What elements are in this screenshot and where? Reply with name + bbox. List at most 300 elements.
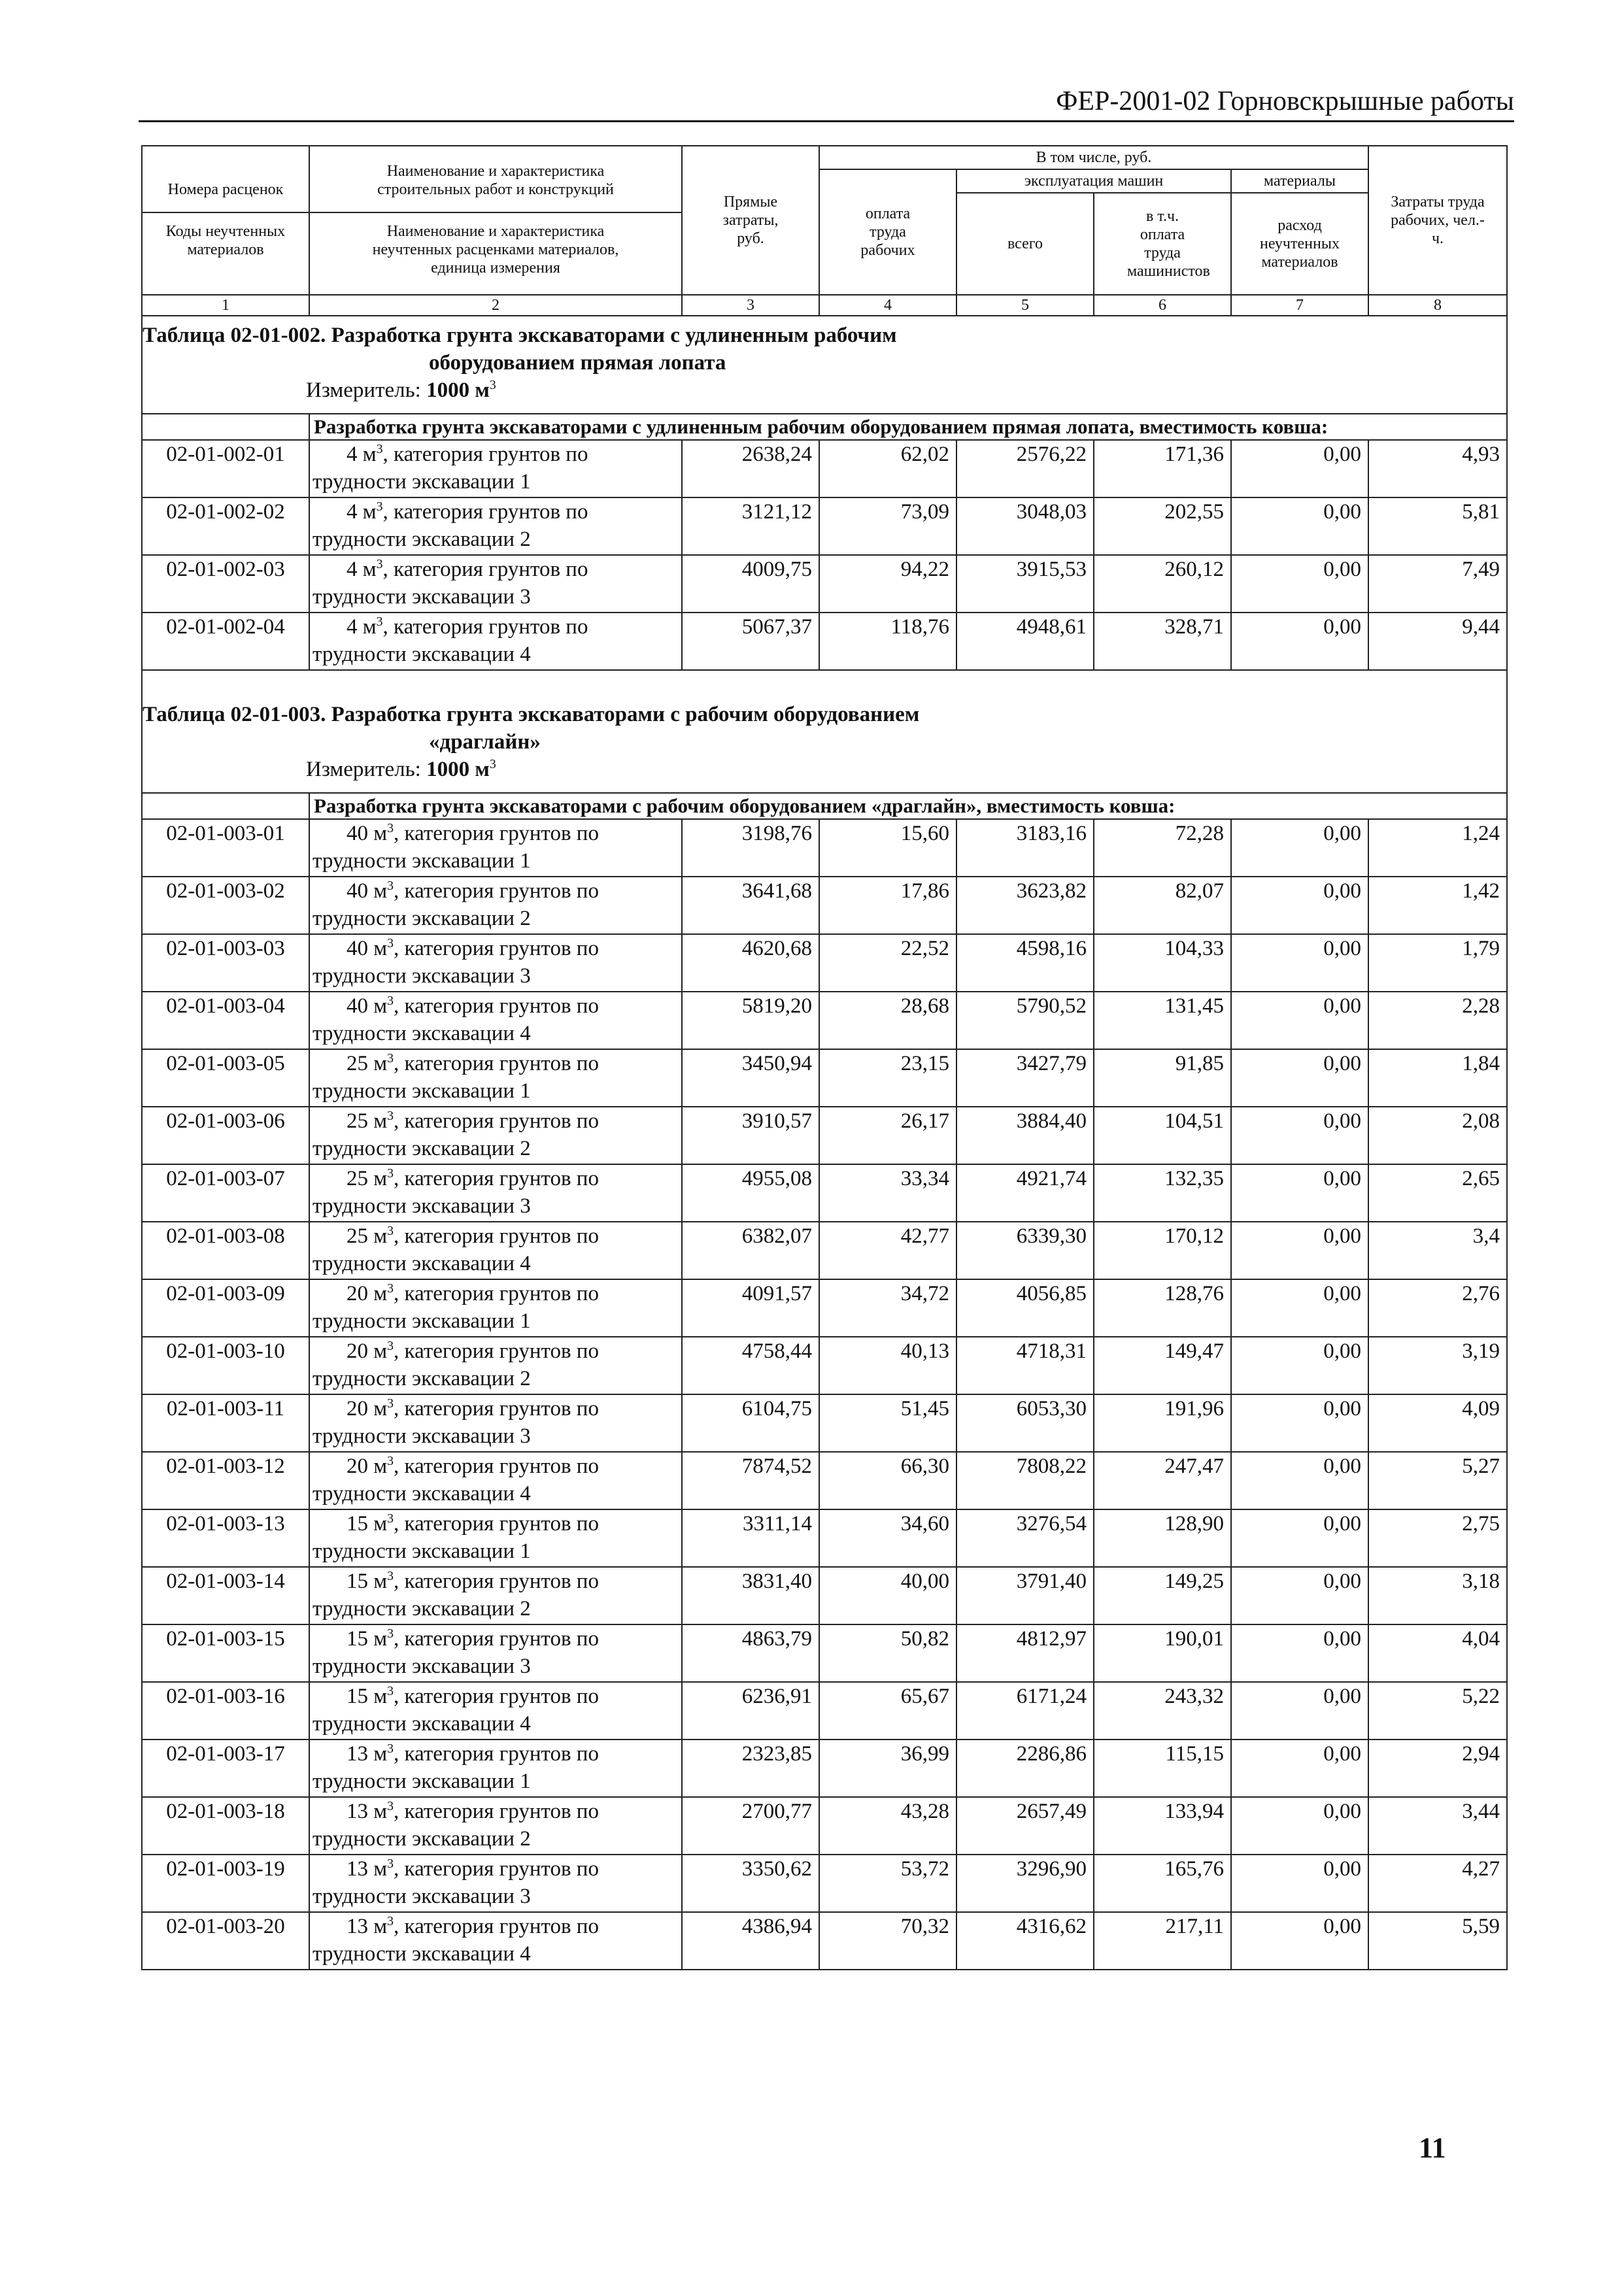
volume-sup: 3: [387, 1281, 394, 1296]
rate-code: 02-01-003-11: [142, 1394, 309, 1452]
name-line2: трудности экскавации 3: [313, 1885, 531, 1908]
worker-wages: 53,72: [819, 1855, 956, 1912]
worker-wages: 36,99: [819, 1740, 956, 1797]
rate-code: 02-01-003-15: [142, 1624, 309, 1682]
volume-sup: 3: [387, 994, 394, 1008]
meter-value: 1000 м: [426, 758, 490, 781]
worker-wages: 65,67: [819, 1682, 956, 1740]
worker-wages: 34,72: [819, 1279, 956, 1337]
machinist-wages: 133,94: [1094, 1797, 1231, 1855]
name-rest: , категория грунтов по: [394, 1282, 599, 1305]
worker-wages: 26,17: [819, 1107, 956, 1164]
name-rest: , категория грунтов по: [382, 615, 588, 639]
col-number: 4: [819, 295, 956, 316]
worker-wages: 28,68: [819, 992, 956, 1049]
materials-cost: 0,00: [1231, 1164, 1368, 1222]
machines-total: 4316,62: [956, 1912, 1094, 1970]
machines-total: 5790,52: [956, 992, 1094, 1049]
direct-costs: 6236,91: [682, 1682, 819, 1740]
name-line2: трудности экскавации 1: [313, 849, 531, 873]
name-rest: , категория грунтов по: [394, 994, 599, 1018]
materials-cost: 0,00: [1231, 934, 1368, 992]
materials-cost: 0,00: [1231, 992, 1368, 1049]
machines-total: 6171,24: [956, 1682, 1094, 1740]
table-row: [142, 992, 1507, 1049]
name-rest: , категория грунтов по: [394, 879, 599, 903]
volume-sup: 3: [387, 1166, 394, 1181]
rate-code: 02-01-003-20: [142, 1912, 309, 1970]
worker-wages: 40,13: [819, 1337, 956, 1394]
volume-sup: 3: [387, 1684, 394, 1698]
labor-hours: 5,22: [1368, 1682, 1507, 1740]
machines-total: 2657,49: [956, 1797, 1094, 1855]
direct-costs: 4863,79: [682, 1624, 819, 1682]
materials-cost: 0,00: [1231, 1107, 1368, 1164]
volume-sup: 3: [387, 1051, 394, 1066]
running-header: ФЕР-2001-02 Горновскрышные работы: [139, 82, 1514, 122]
rate-name: [309, 1624, 682, 1682]
machinist-wages: 171,36: [1094, 440, 1231, 497]
materials-cost: 0,00: [1231, 1509, 1368, 1567]
name-line2: трудности экскавации 4: [313, 1482, 531, 1505]
machines-total: 2576,22: [956, 440, 1094, 497]
machines-total: 3791,40: [956, 1567, 1094, 1624]
volume-sup: 3: [376, 442, 383, 456]
bucket-volume: 40 м: [347, 879, 388, 903]
volume-sup: 3: [387, 1224, 394, 1238]
table-header: [142, 146, 1507, 316]
name-rest: , категория грунтов по: [382, 443, 588, 466]
machines-total: 4948,61: [956, 613, 1094, 670]
col-number: 7: [1231, 295, 1368, 316]
rate-code: 02-01-003-01: [142, 819, 309, 877]
machinist-wages: 131,45: [1094, 992, 1231, 1049]
volume-sup: 3: [376, 499, 383, 514]
volume-sup: 3: [387, 1339, 394, 1353]
materials-cost: 0,00: [1231, 1912, 1368, 1970]
col-number: 3: [682, 295, 819, 316]
machinist-wages: 104,51: [1094, 1107, 1231, 1164]
rate-name: [309, 1394, 682, 1452]
table-row: [142, 555, 1507, 613]
rate-code: 02-01-003-06: [142, 1107, 309, 1164]
table-title-line1: Таблица 02-01-002. Разработка грунта экскаваторами с удлиненным рабочим: [143, 324, 897, 347]
machines-total: 7808,22: [956, 1452, 1094, 1509]
rate-code: 02-01-002-04: [142, 613, 309, 670]
labor-hours: 2,28: [1368, 992, 1507, 1049]
meter-sup: 3: [489, 378, 496, 392]
machines-total: 3183,16: [956, 819, 1094, 877]
name-rest: , категория грунтов по: [394, 1512, 599, 1536]
rate-name: [309, 440, 682, 497]
rates-table: [141, 145, 1508, 1970]
table-row: [142, 877, 1507, 934]
worker-wages: 43,28: [819, 1797, 956, 1855]
name-line2: трудности экскавации 4: [313, 643, 531, 666]
direct-costs: 2638,24: [682, 440, 819, 497]
header-material-codes: Коды неучтенных материалов: [165, 223, 286, 258]
header-materials: материалы: [1231, 169, 1368, 193]
table-row: [142, 934, 1507, 992]
rate-name: [309, 1740, 682, 1797]
machinist-wages: 128,90: [1094, 1509, 1231, 1567]
worker-wages: 34,60: [819, 1509, 956, 1567]
labor-hours: 2,76: [1368, 1279, 1507, 1337]
machinist-wages: 104,33: [1094, 934, 1231, 992]
name-line2: трудности экскавации 4: [313, 1712, 531, 1736]
machines-total: 4056,85: [956, 1279, 1094, 1337]
direct-costs: 3198,76: [682, 819, 819, 877]
table-title-line2: «драглайн»: [429, 730, 541, 754]
direct-costs: 3831,40: [682, 1567, 819, 1624]
labor-hours: 9,44: [1368, 613, 1507, 670]
name-line2: трудности экскавации 4: [313, 1942, 531, 1966]
labor-hours: 1,79: [1368, 934, 1507, 992]
worker-wages: 33,34: [819, 1164, 956, 1222]
table-row: [142, 1912, 1507, 1970]
meter-label: Измеритель:: [306, 378, 427, 402]
name-rest: , категория грунтов по: [394, 1800, 599, 1823]
volume-sup: 3: [387, 879, 394, 893]
name-line2: трудности экскавации 2: [313, 528, 531, 551]
machinist-wages: 115,15: [1094, 1740, 1231, 1797]
machines-total: 4812,97: [956, 1624, 1094, 1682]
bucket-volume: 40 м: [347, 822, 388, 845]
table-row: [142, 1624, 1507, 1682]
volume-sup: 3: [387, 1914, 394, 1928]
meter-value: 1000 м: [426, 378, 490, 402]
worker-wages: 15,60: [819, 819, 956, 877]
table-row: [142, 1740, 1507, 1797]
rate-code: 02-01-003-02: [142, 877, 309, 934]
direct-costs: 2700,77: [682, 1797, 819, 1855]
machines-total: 4598,16: [956, 934, 1094, 992]
materials-cost: 0,00: [1231, 1452, 1368, 1509]
col-number: 2: [309, 295, 682, 316]
name-rest: , категория грунтов по: [394, 1570, 599, 1593]
labor-hours: 5,27: [1368, 1452, 1507, 1509]
name-line2: трудности экскавации 1: [313, 1079, 531, 1103]
header-codes-cell: [142, 146, 309, 295]
machinist-wages: 82,07: [1094, 877, 1231, 934]
name-line2: трудности экскавации 4: [313, 1252, 531, 1275]
machinist-wages: 170,12: [1094, 1222, 1231, 1279]
name-rest: , категория грунтов по: [394, 1167, 599, 1190]
labor-hours: 5,59: [1368, 1912, 1507, 1970]
materials-cost: 0,00: [1231, 1279, 1368, 1337]
machines-total: 6053,30: [956, 1394, 1094, 1452]
table-row: [142, 613, 1507, 670]
rate-name: [309, 1855, 682, 1912]
bucket-volume: 15 м: [347, 1512, 388, 1536]
labor-hours: 4,09: [1368, 1394, 1507, 1452]
header-wages: оплата труда рабочих: [819, 169, 956, 295]
machinist-wages: 91,85: [1094, 1049, 1231, 1107]
column-numbers-row: [142, 295, 1507, 316]
rate-code: 02-01-002-01: [142, 440, 309, 497]
volume-sup: 3: [387, 1741, 394, 1756]
labor-hours: 1,84: [1368, 1049, 1507, 1107]
machines-total: 3884,40: [956, 1107, 1094, 1164]
rate-name: [309, 877, 682, 934]
rate-code: 02-01-002-03: [142, 555, 309, 613]
bucket-volume: 25 м: [347, 1167, 388, 1190]
col-number: 1: [142, 295, 309, 316]
labor-hours: 5,81: [1368, 497, 1507, 555]
rate-name: [309, 613, 682, 670]
direct-costs: 3121,12: [682, 497, 819, 555]
direct-costs: 3350,62: [682, 1855, 819, 1912]
bucket-volume: 20 м: [347, 1282, 388, 1305]
col-number: 6: [1094, 295, 1231, 316]
col-number: 5: [956, 295, 1094, 316]
name-line2: трудности экскавации 3: [313, 1194, 531, 1218]
name-rest: , категория грунтов по: [394, 1454, 599, 1478]
machines-total: 3427,79: [956, 1049, 1094, 1107]
direct-costs: 3910,57: [682, 1107, 819, 1164]
meter-row: [142, 756, 1507, 793]
rate-name: [309, 1509, 682, 1567]
name-line2: трудности экскавации 1: [313, 470, 531, 494]
machines-total: 3276,54: [956, 1509, 1094, 1567]
direct-costs: 4386,94: [682, 1912, 819, 1970]
worker-wages: 23,15: [819, 1049, 956, 1107]
rate-code: 02-01-003-07: [142, 1164, 309, 1222]
direct-costs: 2323,85: [682, 1740, 819, 1797]
worker-wages: 70,32: [819, 1912, 956, 1970]
name-rest: , категория грунтов по: [394, 1627, 599, 1651]
table-row: [142, 1049, 1507, 1107]
machinist-wages: 260,12: [1094, 555, 1231, 613]
rate-code: 02-01-003-09: [142, 1279, 309, 1337]
machinist-wages: 243,32: [1094, 1682, 1231, 1740]
machinist-wages: 128,76: [1094, 1279, 1231, 1337]
labor-hours: 4,04: [1368, 1624, 1507, 1682]
rate-name: [309, 819, 682, 877]
machinist-wages: 149,47: [1094, 1337, 1231, 1394]
name-line2: трудности экскавации 1: [313, 1309, 531, 1333]
labor-hours: 4,93: [1368, 440, 1507, 497]
materials-cost: 0,00: [1231, 1049, 1368, 1107]
worker-wages: 22,52: [819, 934, 956, 992]
direct-costs: 4955,08: [682, 1164, 819, 1222]
rate-code: 02-01-003-13: [142, 1509, 309, 1567]
rate-name: [309, 1567, 682, 1624]
volume-sup: 3: [387, 1799, 394, 1813]
bucket-volume: 25 м: [347, 1109, 388, 1133]
materials-cost: 0,00: [1231, 1797, 1368, 1855]
bucket-volume: 15 м: [347, 1685, 388, 1708]
materials-cost: 0,00: [1231, 440, 1368, 497]
bucket-volume: 13 м: [347, 1915, 388, 1938]
materials-cost: 0,00: [1231, 877, 1368, 934]
labor-hours: 2,08: [1368, 1107, 1507, 1164]
header-direct-costs: Прямые затраты, руб.: [682, 146, 819, 295]
volume-sup: 3: [387, 936, 394, 950]
volume-sup: 3: [376, 614, 383, 629]
name-line2: трудности экскавации 3: [313, 585, 531, 609]
name-rest: , категория грунтов по: [394, 1339, 599, 1363]
name-rest: , категория грунтов по: [394, 937, 599, 960]
name-rest: , категория грунтов по: [394, 1109, 599, 1133]
rate-name: [309, 1049, 682, 1107]
volume-sup: 3: [387, 1857, 394, 1871]
materials-cost: 0,00: [1231, 1682, 1368, 1740]
header-rate-numbers: Номера расценок: [143, 178, 309, 213]
direct-costs: 3450,94: [682, 1049, 819, 1107]
rate-name: [309, 497, 682, 555]
rate-name: [309, 1164, 682, 1222]
worker-wages: 50,82: [819, 1624, 956, 1682]
rate-name: [309, 1337, 682, 1394]
header-machines-all: всего: [956, 193, 1094, 295]
name-line2: трудности экскавации 1: [313, 1770, 531, 1793]
description: Разработка грунта экскаваторами с рабочим оборудованием «драглайн», вместимость ковша:: [309, 793, 1507, 819]
table-row: [142, 1567, 1507, 1624]
labor-hours: 3,44: [1368, 1797, 1507, 1855]
table-title-line1: Таблица 02-01-003. Разработка грунта экскаваторами с рабочим оборудованием: [143, 703, 920, 726]
meter-sup: 3: [489, 757, 496, 771]
table-row: [142, 1279, 1507, 1337]
rate-name: [309, 934, 682, 992]
table-row: [142, 1222, 1507, 1279]
machines-total: 4718,31: [956, 1337, 1094, 1394]
header-machines: эксплуатация машин: [956, 169, 1231, 193]
materials-cost: 0,00: [1231, 1337, 1368, 1394]
name-line2: трудности экскавации 2: [313, 1597, 531, 1621]
volume-sup: 3: [387, 1569, 394, 1583]
machinist-wages: 165,76: [1094, 1855, 1231, 1912]
materials-cost: 0,00: [1231, 1394, 1368, 1452]
name-rest: , категория грунтов по: [394, 1397, 599, 1420]
table-title-row: [142, 670, 1507, 756]
machinist-wages: 217,11: [1094, 1912, 1231, 1970]
direct-costs: 3311,14: [682, 1509, 819, 1567]
bucket-volume: 20 м: [347, 1397, 388, 1420]
labor-hours: 3,4: [1368, 1222, 1507, 1279]
rate-code: 02-01-003-16: [142, 1682, 309, 1740]
name-line2: трудности экскавации 3: [313, 1655, 531, 1678]
materials-cost: 0,00: [1231, 819, 1368, 877]
name-line2: трудности экскавации 4: [313, 1022, 531, 1045]
direct-costs: 5819,20: [682, 992, 819, 1049]
machines-total: 6339,30: [956, 1222, 1094, 1279]
labor-hours: 3,18: [1368, 1567, 1507, 1624]
labor-hours: 3,19: [1368, 1337, 1507, 1394]
name-rest: , категория грунтов по: [394, 1742, 599, 1766]
table-row: [142, 1682, 1507, 1740]
page-number: 11: [1419, 2132, 1446, 2164]
bucket-volume: 4 м: [347, 500, 377, 524]
materials-cost: 0,00: [1231, 1567, 1368, 1624]
name-line2: трудности экскавации 2: [313, 1367, 531, 1390]
table-row: [142, 497, 1507, 555]
direct-costs: 6104,75: [682, 1394, 819, 1452]
name-rest: , категория грунтов по: [394, 1052, 599, 1075]
bucket-volume: 13 м: [347, 1857, 388, 1881]
volume-sup: 3: [387, 1511, 394, 1526]
bucket-volume: 25 м: [347, 1052, 388, 1075]
volume-sup: 3: [387, 1109, 394, 1123]
machines-total: 4921,74: [956, 1164, 1094, 1222]
header-materials-consumption: расход неучтенных материалов: [1231, 193, 1368, 295]
table-row: [142, 1107, 1507, 1164]
rate-name: [309, 1107, 682, 1164]
name-rest: , категория грунтов по: [382, 500, 588, 524]
table-row: [142, 1164, 1507, 1222]
rate-code: 02-01-003-10: [142, 1337, 309, 1394]
bucket-volume: 4 м: [347, 443, 377, 466]
materials-cost: 0,00: [1231, 497, 1368, 555]
machinist-wages: 149,25: [1094, 1567, 1231, 1624]
direct-costs: 4758,44: [682, 1337, 819, 1394]
name-rest: , категория грунтов по: [394, 1685, 599, 1708]
machines-total: 3915,53: [956, 555, 1094, 613]
worker-wages: 42,77: [819, 1222, 956, 1279]
description-row: [142, 793, 1507, 819]
bucket-volume: 20 м: [347, 1454, 388, 1478]
direct-costs: 4620,68: [682, 934, 819, 992]
table-title-row: [142, 316, 1507, 377]
labor-hours: 2,94: [1368, 1740, 1507, 1797]
table-title-line2: оборудованием прямая лопата: [429, 351, 726, 375]
name-rest: , категория грунтов по: [382, 558, 588, 581]
machines-total: 3623,82: [956, 877, 1094, 934]
meter-row: [142, 377, 1507, 414]
machinist-wages: 132,35: [1094, 1164, 1231, 1222]
worker-wages: 62,02: [819, 440, 956, 497]
machines-total: 2286,86: [956, 1740, 1094, 1797]
name-line2: трудности экскавации 2: [313, 1827, 531, 1851]
volume-sup: 3: [387, 1396, 394, 1411]
rate-code: 02-01-003-03: [142, 934, 309, 992]
labor-hours: 7,49: [1368, 555, 1507, 613]
rate-name: [309, 1452, 682, 1509]
worker-wages: 17,86: [819, 877, 956, 934]
name-rest: , категория грунтов по: [394, 1857, 599, 1881]
rate-code: 02-01-003-14: [142, 1567, 309, 1624]
materials-cost: 0,00: [1231, 613, 1368, 670]
table-02-01-002: [142, 316, 1507, 670]
direct-costs: 4009,75: [682, 555, 819, 613]
bucket-volume: 13 м: [347, 1800, 388, 1823]
machines-total: 3296,90: [956, 1855, 1094, 1912]
direct-costs: 7874,52: [682, 1452, 819, 1509]
labor-hours: 1,42: [1368, 877, 1507, 934]
name-line2: трудности экскавации 1: [313, 1539, 531, 1563]
worker-wages: 73,09: [819, 497, 956, 555]
rate-name: [309, 1279, 682, 1337]
document-frame: [141, 145, 1506, 1970]
volume-sup: 3: [387, 821, 394, 835]
materials-cost: 0,00: [1231, 1855, 1368, 1912]
materials-cost: 0,00: [1231, 1222, 1368, 1279]
header-in-total: В том числе, руб.: [819, 146, 1368, 169]
table-row: [142, 1855, 1507, 1912]
rate-name: [309, 1912, 682, 1970]
bucket-volume: 20 м: [347, 1339, 388, 1363]
table-row: [142, 440, 1507, 497]
direct-costs: 5067,37: [682, 613, 819, 670]
volume-sup: 3: [376, 557, 383, 571]
materials-cost: 0,00: [1231, 1740, 1368, 1797]
worker-wages: 94,22: [819, 555, 956, 613]
rate-name: [309, 1222, 682, 1279]
description: Разработка грунта экскаваторами с удлиненным рабочим оборудованием прямая лопата, вместимость ковша:: [309, 414, 1507, 440]
name-line2: трудности экскавации 3: [313, 964, 531, 988]
table-row: [142, 1452, 1507, 1509]
machinist-wages: 202,55: [1094, 497, 1231, 555]
